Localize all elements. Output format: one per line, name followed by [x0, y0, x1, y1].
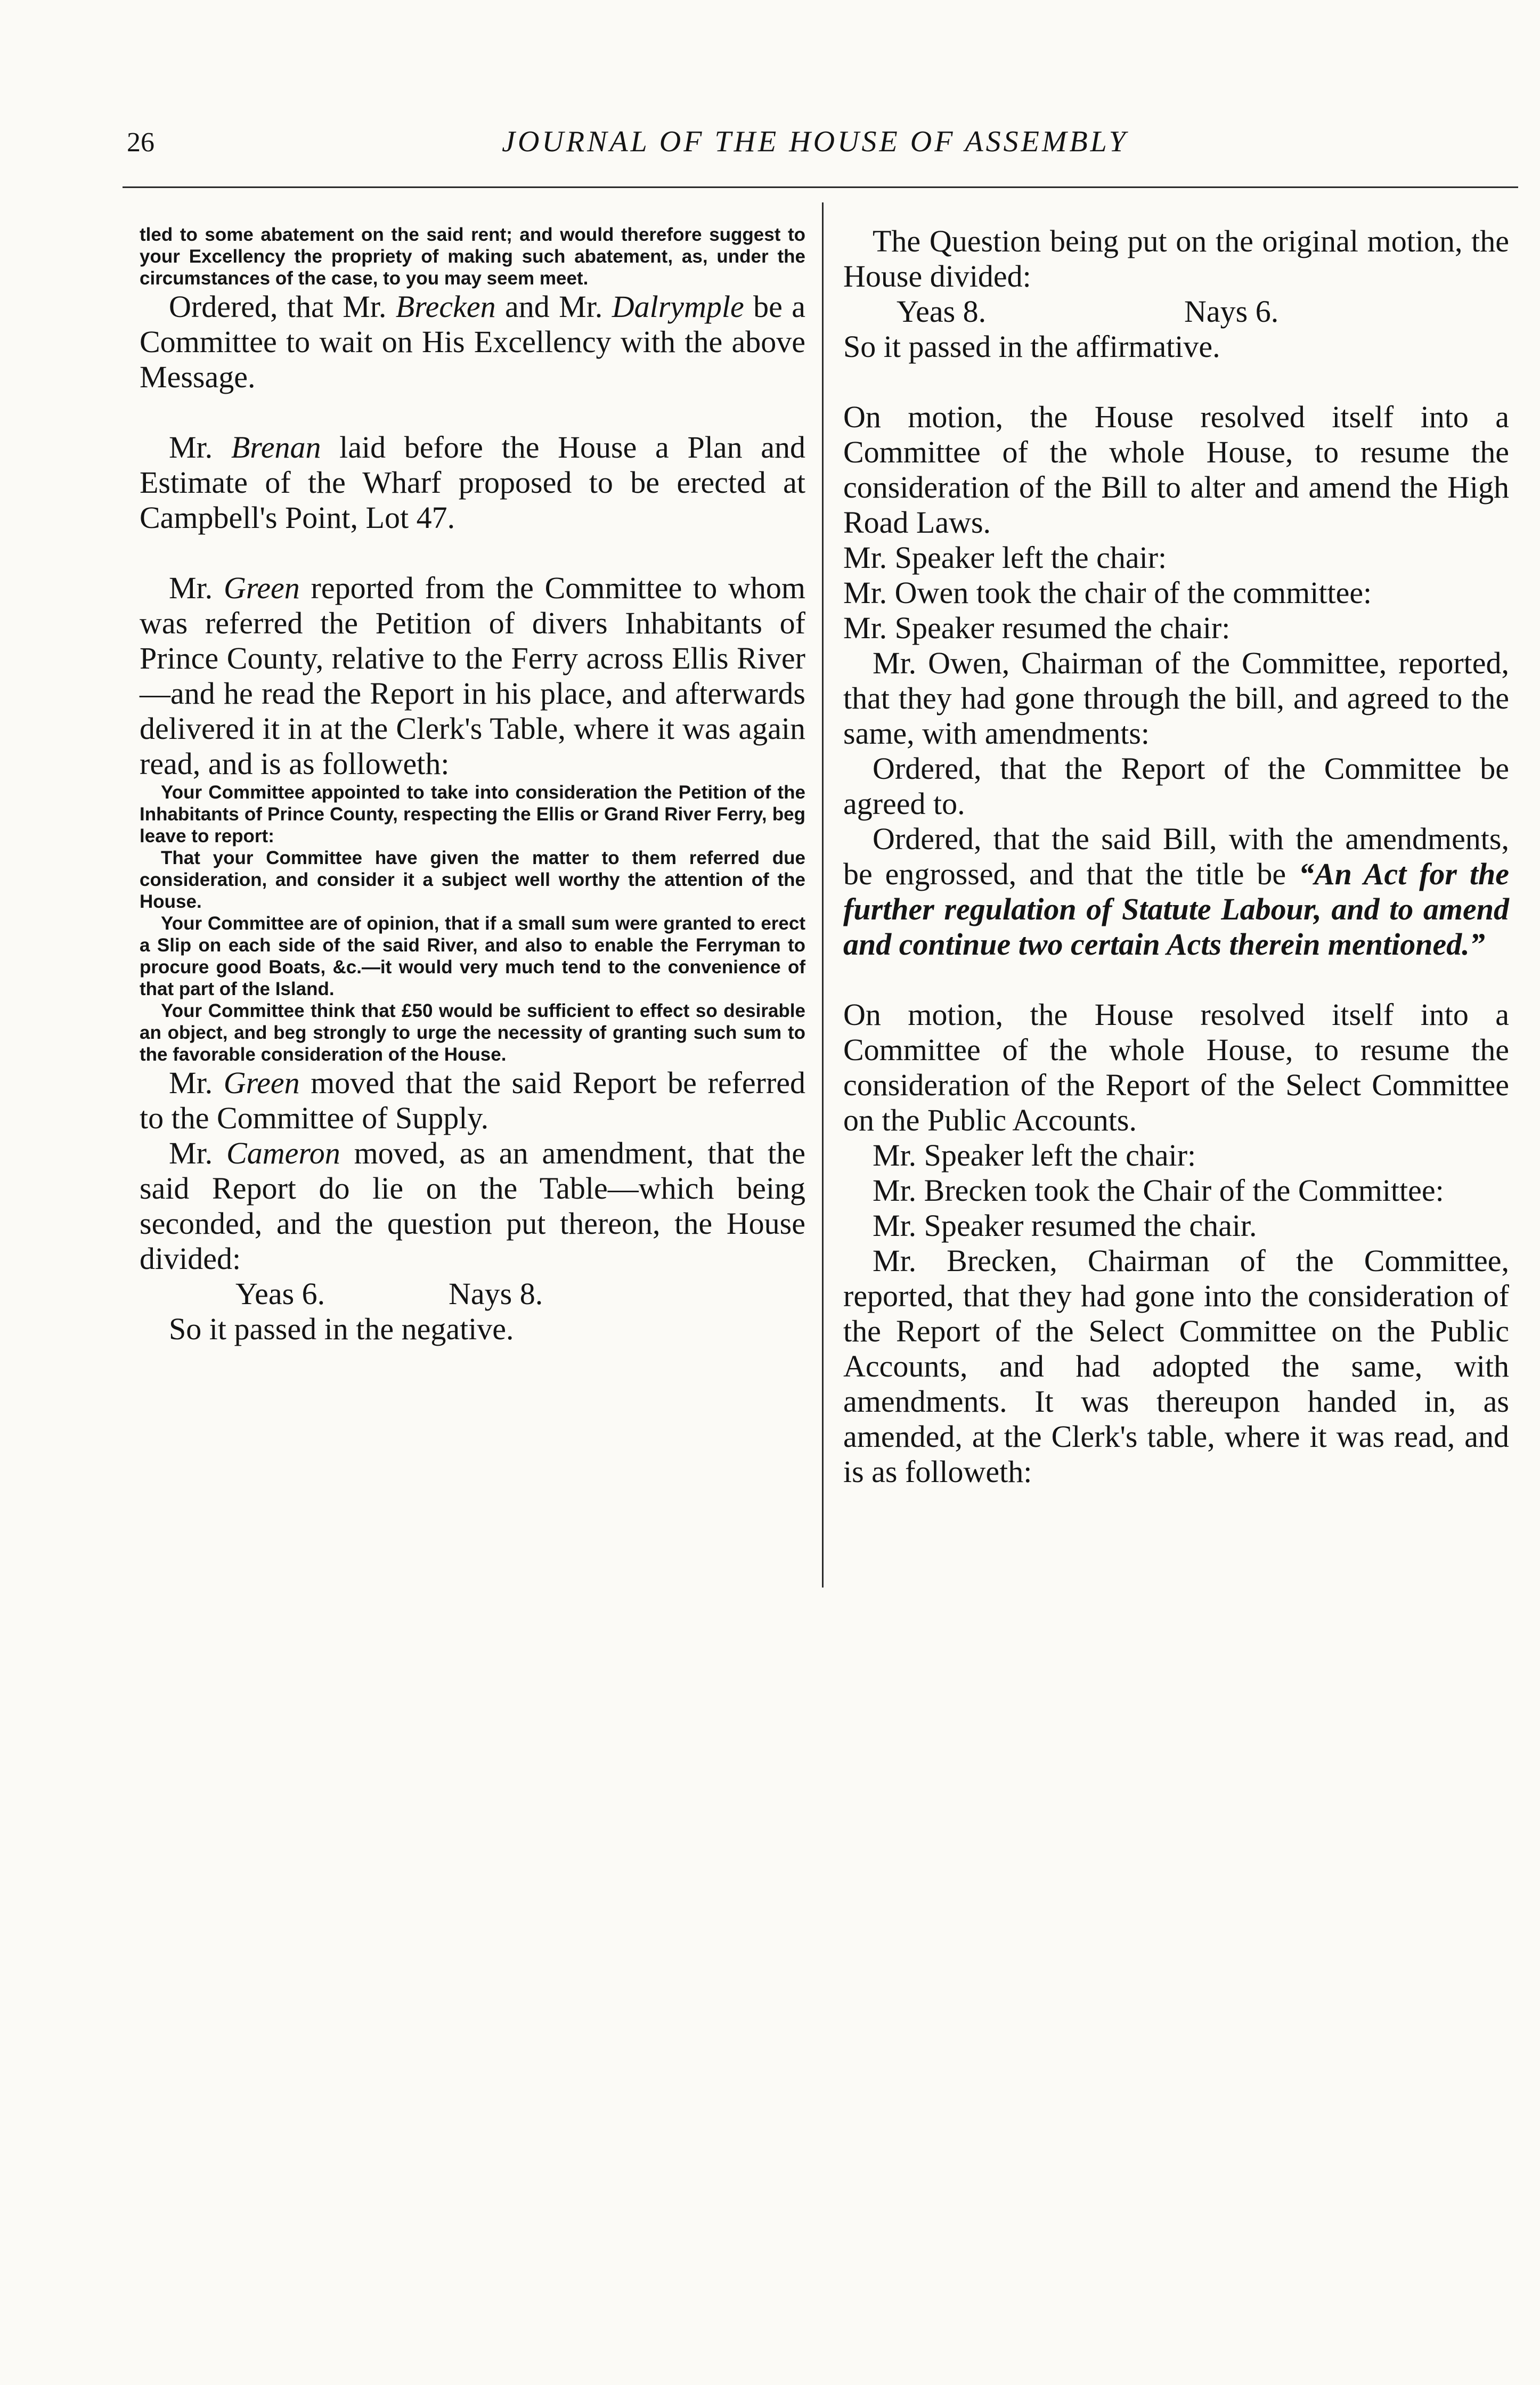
yeas-count: Yeas 6.	[235, 1276, 325, 1311]
amendment-paragraph: Mr. Cameron moved, as an amendment, that the said Report do lie on the Table—which being seconded, and the question put thereon, the House divided:	[140, 1136, 805, 1276]
page-number: 26	[127, 127, 154, 158]
member-name: Dalrymple	[612, 289, 744, 324]
member-name: Brenan	[231, 430, 321, 465]
ferry-report-paragraph: Mr. Green reported from the Committee to whom was referred the Petition of divers Inhabitants of Prince County, relative to the Ferry across Ellis River—and he read the Report in his place, and afterwards delivered it in at the Clerk's Table, where it was again read, and is as followeth:	[140, 571, 806, 781]
left-column	[140, 224, 805, 1347]
report-text: Your Committee are of opinion, that if a small sum were granted to erect a Slip on each side of the said River, and also to enable the Ferryman to procure good Boats, &c.—it would very much tend to the convenience of that part of the Island.	[140, 913, 805, 999]
member-name: Brecken	[395, 289, 496, 324]
nays-count: Nays 8.	[449, 1276, 543, 1311]
division-tally	[843, 294, 1509, 329]
right-column	[843, 224, 1509, 1489]
continued-message: tled to some abatement on the said rent; and would therefore suggest to your Excellency the propriety of making such abatement, as, under the circumstances of the case, to you may seem meet.	[140, 224, 805, 289]
yeas-count: Yeas 8.	[897, 294, 987, 329]
member-name: Green	[223, 571, 300, 605]
committee-motion: On motion, the House resolved itself into a Committee of the whole House, to resume the consideration of the Bill to alter and amend the High Road Laws.	[843, 400, 1509, 540]
committee-motion: On motion, the House resolved itself into a Committee of the whole House, to resume the consideration of the Report of the Select Committee on the Public Accounts.	[843, 997, 1509, 1137]
act-title: “An Act for the further regulation of Statute Labour, and to amend and continue two certain Acts therein mentioned.”	[843, 857, 1510, 962]
proceeding-line: Mr. Speaker left the chair:	[843, 540, 1167, 575]
question-paragraph: The Question being put on the original motion, the House divided:	[843, 224, 1509, 294]
wharf-plan-paragraph: Mr. Brenan laid before the House a Plan and Estimate of the Wharf proposed to be erected at Campbell's Point, Lot 47.	[140, 430, 805, 535]
proceeding-line: Mr. Brecken took the Chair of the Committee:	[873, 1173, 1444, 1208]
report-text: Your Committee appointed to take into consideration the Petition of the Inhabitants of Prince County, respecting the Ellis or Grand River Ferry, beg leave to report:	[140, 782, 805, 846]
order-paragraph: Ordered, that the Report of the Committee be agreed to.	[843, 751, 1509, 821]
report-text: That your Committee have given the matter to them referred due consideration, and consider it a subject well worthy the attention of the House.	[140, 848, 805, 912]
division-tally	[140, 1276, 805, 1312]
member-name: Cameron	[226, 1136, 340, 1170]
proceeding-line: Mr. Speaker left the chair:	[873, 1138, 1196, 1173]
report-text: Your Committee think that £50 would be sufficient to effect so desirable an object, and beg strongly to urge the necessity of granting such sum to the favorable consideration of the House.	[140, 1000, 805, 1065]
division-result: So it passed in the negative.	[169, 1312, 514, 1346]
chairman-report: Mr. Owen, Chairman of the Committee, reported, that they had gone through the bill, and agreed to the same, with amendments:	[843, 646, 1509, 751]
motion-paragraph: Mr. Green moved that the said Report be referred to the Committee of Supply.	[140, 1065, 806, 1135]
header-rule	[123, 186, 1518, 188]
proceeding-line: Mr. Owen took the chair of the committee:	[843, 575, 1372, 610]
engrossed-bill-order: Ordered, that the said Bill, with the amendments, be engrossed, and that the title be “An Act for the further regulation of Statute Labour, and to amend and continue two certain Acts therein mentioned.”	[843, 821, 1510, 962]
column-divider	[822, 202, 824, 1588]
running-title: JOURNAL OF THE HOUSE OF ASSEMBLY	[502, 125, 1128, 158]
proceeding-line: Mr. Speaker resumed the chair.	[873, 1208, 1257, 1243]
nays-count: Nays 6.	[1184, 294, 1279, 329]
page-header	[123, 121, 1508, 169]
member-name: Green	[223, 1065, 300, 1100]
chairman-report: Mr. Brecken, Chairman of the Committee, reported, that they had gone into the consideration of the Report of the Select Committee on the Public Accounts, and had adopted the same, with amendments. It was thereupon handed in, as amended, at the Clerk's table, where it was read, and is as followeth:	[843, 1243, 1509, 1489]
division-result: So it passed in the affirmative.	[843, 329, 1220, 364]
order-committee-message: Ordered, that Mr. Brecken and Mr. Dalrymple be a Committee to wait on His Excellency with the above Message.	[140, 289, 805, 394]
proceeding-line: Mr. Speaker resumed the chair:	[843, 611, 1231, 645]
